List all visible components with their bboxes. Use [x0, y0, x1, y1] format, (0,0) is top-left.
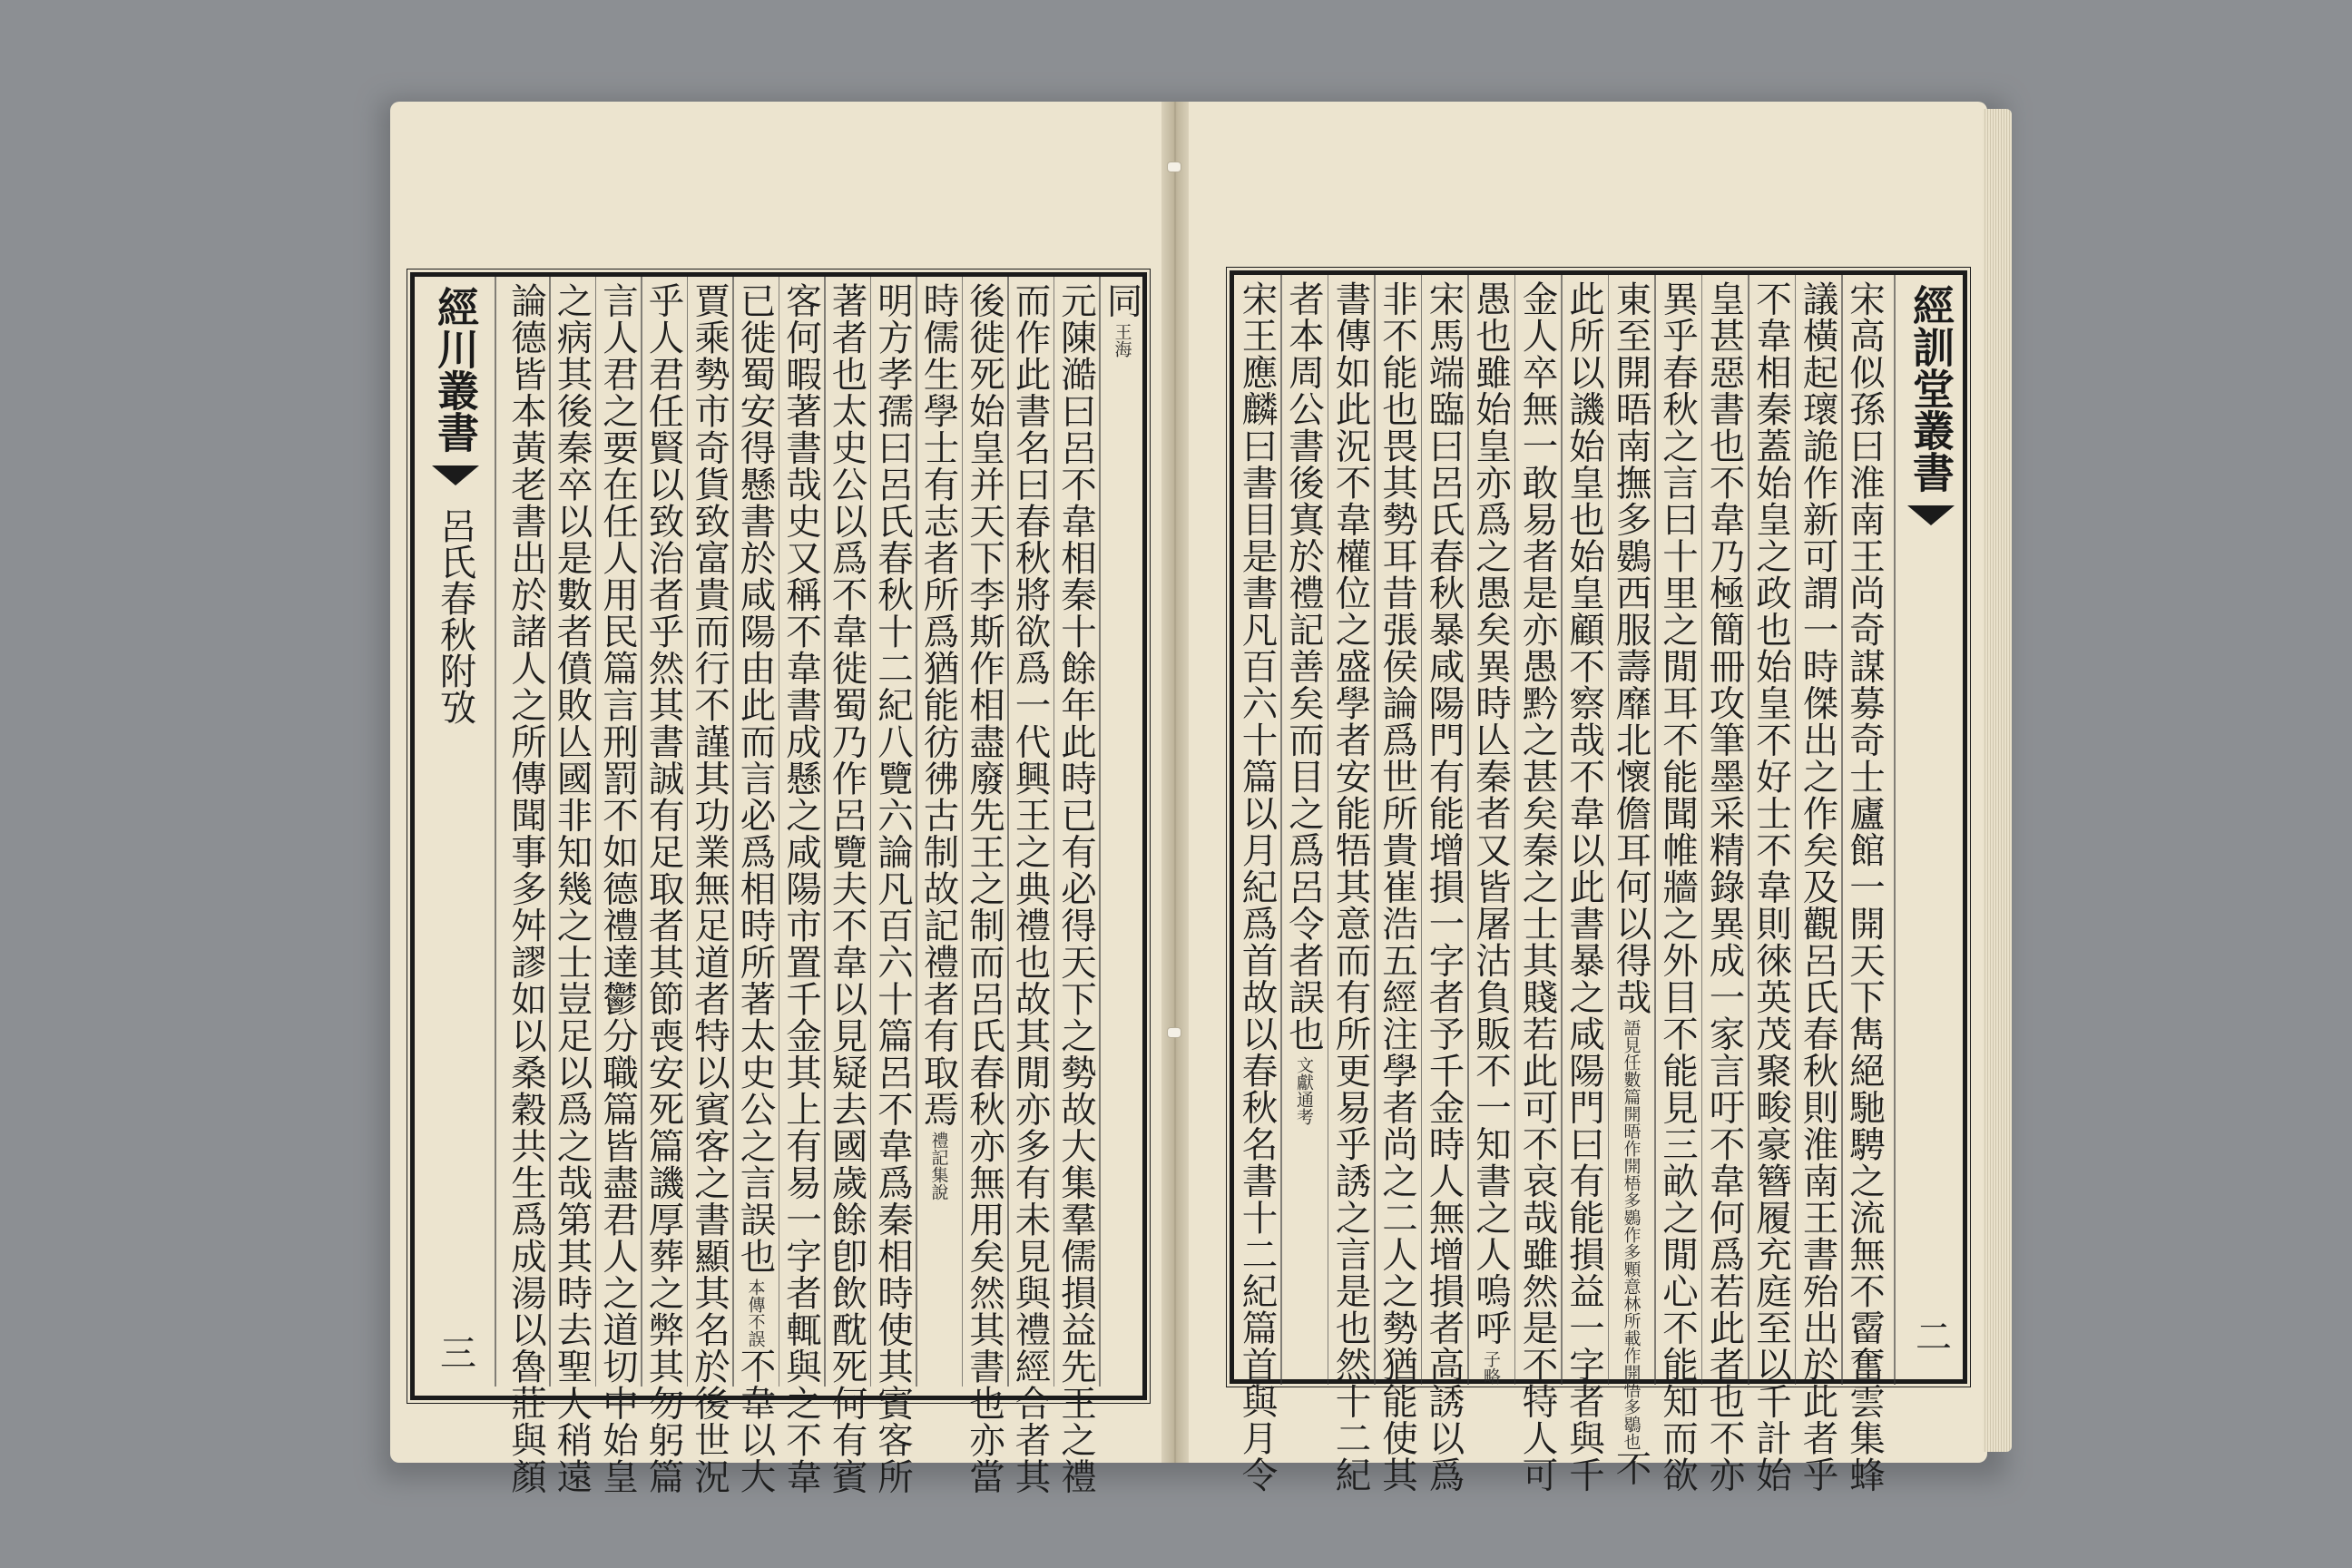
column-text: 論德皆本黃老書出於諸人之所傳聞事多舛謬如以桑穀共生爲成湯以魯莊與顏	[505, 282, 547, 1495]
column-text: 客何暇著書哉史又稱不韋書成懸之咸陽市置千金其上有易一字者輒與之不韋	[780, 282, 822, 1495]
column-rule	[1841, 275, 1843, 1385]
column-text: 金人卒無一敢易者是亦愚黔之甚矣秦之士其賤若此可不哀哉雖然是不特人可	[1516, 280, 1559, 1494]
column-text: 東至開晤南撫多鷃西服壽靡北懷儋耳何以得哉	[1610, 280, 1652, 1015]
text-column	[777, 282, 826, 1495]
column-rule	[495, 277, 496, 1387]
text-column	[640, 282, 689, 1495]
text-column	[1700, 280, 1749, 1494]
column-rule	[1894, 275, 1896, 1385]
annotation-note: 文獻通考	[1294, 1055, 1314, 1125]
text-column	[548, 282, 597, 1495]
column-text: 宋高似孫曰淮南王尚奇謀募奇士廬館一開天下雋絕馳騁之流無不霤奮雲集蜂	[1844, 280, 1886, 1494]
column-text: 者本周公書後寘於禮記善矣而目之爲呂令者誤也	[1283, 280, 1325, 1053]
column-text: 非不能也畏其勢耳昔張侯論爲世所貴崔浩五經注學者尚之二人之勢猶能使其	[1377, 280, 1418, 1494]
column-text: 言人君之要在任人用民篇言刑罰不如德禮達鬱分職篇皆盡君人之道切中始皇	[597, 282, 639, 1495]
column-text: 愚也雖始皇亦爲之愚矣異時亾秦者又皆屠沽負販不一知書之人嗚呼	[1470, 280, 1512, 1347]
column-text: 同	[1101, 282, 1143, 319]
text-column	[868, 282, 917, 1495]
text-column	[1233, 280, 1282, 1494]
column-rule	[1795, 275, 1797, 1385]
column-rule	[1608, 275, 1610, 1385]
spine-title: 經訓堂叢書	[1906, 284, 1955, 493]
column-text: 書傳如此況不韋權位之盛學者安能牾其意而有所更易乎誘之言是也然十二紀	[1329, 280, 1372, 1494]
column-text: 此所以譏始皇也始皇顧不察哉不韋以此書暴之咸陽門曰有能損益一字者與千	[1563, 280, 1605, 1494]
text-column	[1098, 282, 1147, 1380]
text-column	[1560, 280, 1609, 1494]
column-text: 之病其後秦卒以是數者僨敗亾國非知幾之士豈足以爲之哉第其時去聖人稍遠	[551, 282, 593, 1495]
binding-thread	[1167, 1027, 1181, 1038]
column-text: 議橫起瓌詭作新可謂一時傑出之作矣及觀呂氏春秋則淮南王書殆出於此者乎	[1797, 280, 1839, 1494]
column-text: 不韋相秦蓋始皇之政也始皇不好士不韋則徠英茂聚畯豪簪履充庭至以千計始	[1750, 280, 1792, 1494]
column-rule	[1701, 275, 1703, 1385]
annotation-note: 本傳不誤	[745, 1278, 766, 1348]
annotation-note: 禮記集說	[928, 1131, 949, 1200]
column-text: 宋馬端臨曰呂氏春秋暴咸陽門有能增損一字者予千金時人無增損者高誘以爲	[1423, 280, 1465, 1494]
text-column	[1747, 280, 1796, 1494]
fishtail-mark	[1907, 505, 1955, 525]
text-column	[502, 282, 551, 1495]
column-text: 元陳澔曰呂不韋相秦十餘年此時已有必得天下之勢故大集羣儒損益先王之禮	[1055, 282, 1097, 1495]
text-column	[1514, 280, 1563, 1494]
binding-thread	[1167, 162, 1181, 172]
column-rule	[1374, 275, 1376, 1385]
column-text: 著者也太史公以爲不韋徙蜀乃作呂覽夫不韋以見疑去國歲餘卽飲酖死何有賓	[826, 282, 868, 1495]
text-column	[685, 282, 734, 1495]
right-spine	[1901, 275, 1961, 1379]
column-rule	[1328, 275, 1329, 1385]
fishtail-mark	[432, 466, 479, 485]
right-text-frame	[1230, 270, 1967, 1494]
column-rule	[1748, 275, 1749, 1385]
page-number: 三	[434, 1334, 476, 1370]
annotation-note: 王海	[1112, 322, 1132, 358]
column-rule	[1514, 275, 1516, 1385]
annotation-note: 語見任數篇開晤作開梧多鷃作多顆意林所載作開悟多鶡也	[1621, 1019, 1642, 1450]
column-text: 已徙蜀安得懸書於咸陽由此而言必爲相時所著太史公之言誤也	[734, 282, 777, 1275]
column-text: 乎人君任賢以致治者乎然其書誠有足取者其節喪安死篇譏厚葬之弊其勿躬篇	[642, 282, 685, 1495]
column-text: 皇甚惡書也不韋乃極簡冊攻筆墨采精錄異成一家言吁不韋何爲若此者也不亦	[1703, 280, 1746, 1494]
text-column	[915, 282, 964, 1380]
column-text-continued: 不	[1610, 1450, 1652, 1487]
book-gutter	[1161, 102, 1189, 1463]
column-text: 時儒生學士有志者所爲猶能彷彿古制故記禮者有取焉	[917, 282, 960, 1128]
text-column	[1279, 280, 1328, 1378]
text-column	[1006, 282, 1055, 1495]
spine-title: 經川叢書	[431, 286, 480, 453]
column-rule	[1421, 275, 1423, 1385]
text-column	[1373, 280, 1422, 1494]
column-rule	[1654, 275, 1656, 1385]
text-column	[593, 282, 642, 1495]
column-rule	[1280, 275, 1282, 1385]
left-text-frame	[410, 272, 1147, 1495]
annotation-note: 子略	[1481, 1349, 1501, 1385]
text-column	[960, 282, 1009, 1495]
spine-subtitle: 呂氏春秋附攷	[434, 507, 476, 725]
column-text: 明方孝孺曰呂氏春秋十二紀八覽六論凡百六十篇呂不韋爲秦相時使其賓客所	[872, 282, 914, 1495]
text-column	[1327, 280, 1376, 1494]
column-rule	[1467, 275, 1469, 1385]
text-column	[1052, 282, 1101, 1495]
left-spine	[424, 277, 487, 1396]
column-rule	[1561, 275, 1563, 1385]
text-column	[1466, 280, 1515, 1385]
text-column	[1840, 280, 1889, 1494]
text-column	[1607, 280, 1656, 1487]
column-text: 而作此書名曰春秋將欲爲一代興王之典禮也故其閒亦多有未見與禮經合者其	[1009, 282, 1052, 1495]
column-text: 賈乘勢市奇貨致富貴而行不謹其功業無足道者特以賓客之書顯其名於後世況	[689, 282, 730, 1495]
page-edges	[1983, 109, 2012, 1452]
text-column	[731, 282, 780, 1494]
column-text: 後徙死始皇并天下李斯作相盡廢先王之制而呂氏春秋亦無用矣然其書也亦當	[964, 282, 1005, 1495]
column-text: 異乎春秋之言曰十里之閒耳不能聞帷牆之外目不能見三畝之閒心不能知而欲	[1657, 280, 1699, 1494]
text-column	[1794, 280, 1843, 1494]
text-column	[823, 282, 872, 1495]
column-text: 宋王應麟曰書目是書凡百六十篇以月紀爲首故以春秋名書十二紀篇首與月令	[1236, 280, 1279, 1494]
page-number: 二	[1909, 1318, 1952, 1354]
text-column	[1653, 280, 1702, 1494]
text-column	[1420, 280, 1469, 1494]
column-text-continued: 不韋以大	[734, 1347, 777, 1494]
